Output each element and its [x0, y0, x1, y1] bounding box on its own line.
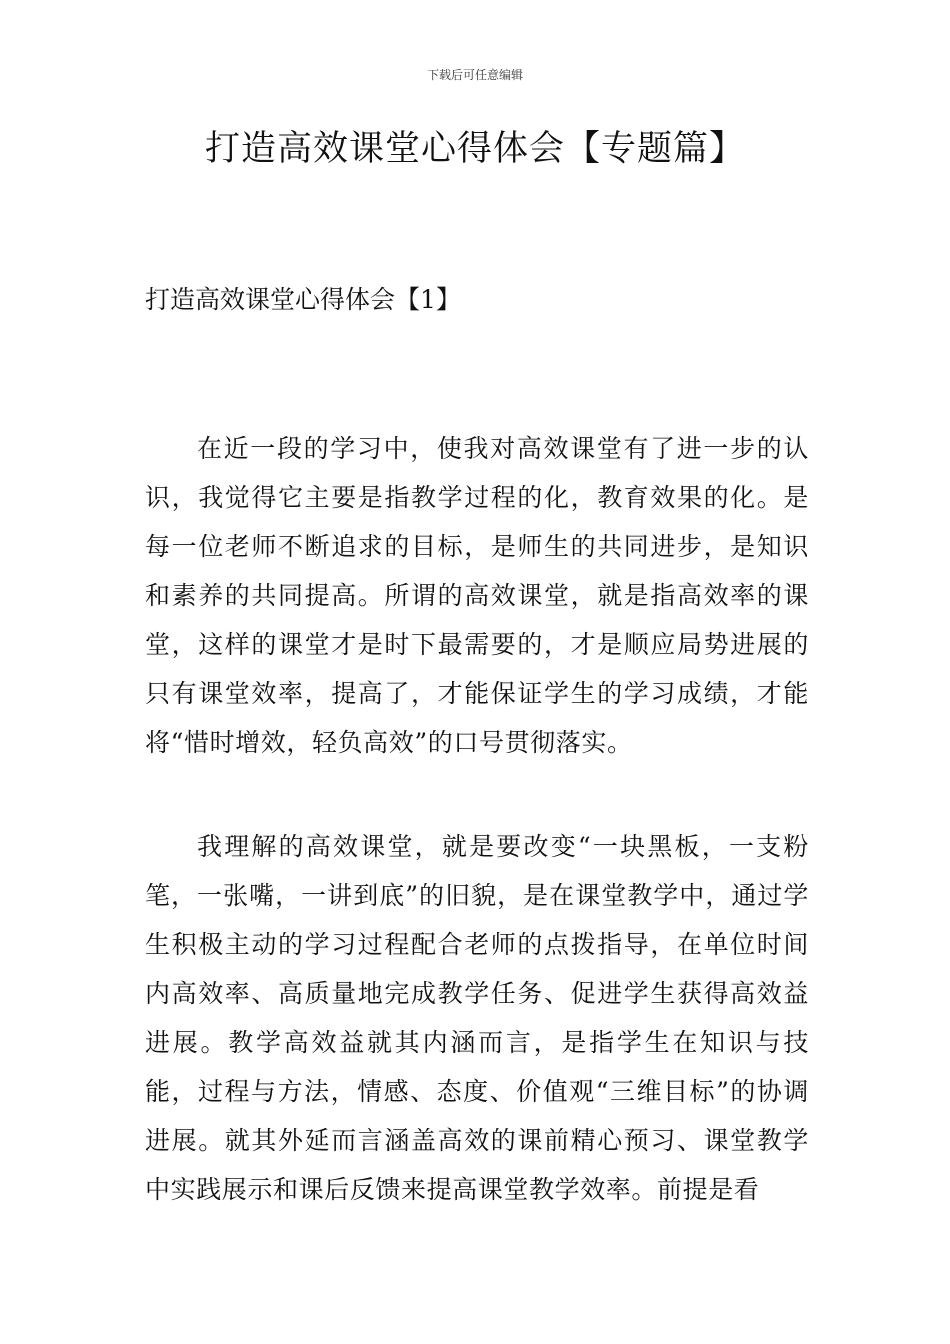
body-paragraph-1: 在近一段的学习中，使我对高效课堂有了进一步的认识，我觉得它主要是指教学过程的化，教育效果的化。是每一位老师不断追求的目标，是师生的共同进步，是知识和素养的共同提高。所谓的高效课堂，就是指高效率的课堂，这样的课堂才是时下最需要的，才是顺应局势进展的只有课堂效率，提高了，才能保证学生的学习成绩，才能将“惜时增效，轻负高效”的口号贯彻落实。	[145, 434, 809, 757]
document-title: 打造高效课堂心得体会【专题篇】	[204, 129, 745, 169]
body-paragraph-2: 我理解的高效课堂，就是要改变“一块黑板，一支粉笔，一张嘴，一讲到底”的旧貌，是在课堂教学中，通过学生积极主动的学习过程配合老师的点拨指导，在单位时间内高效率、高质量地完成教学任务、促进学生获得高效益进展。教学高效益就其内涵而言，是指学生在知识与技能，过程与方法，情感、态度、价值观“三维目标”的协调进展。就其外延而言涵盖高效的课前精心预习、课堂教学中实践展示和课后反馈来提高课堂教学效率。前提是看	[145, 832, 809, 1204]
section-heading: 打造高效课堂心得体会【1】	[145, 285, 461, 314]
header-note: 下载后可任意编辑	[426, 68, 523, 82]
